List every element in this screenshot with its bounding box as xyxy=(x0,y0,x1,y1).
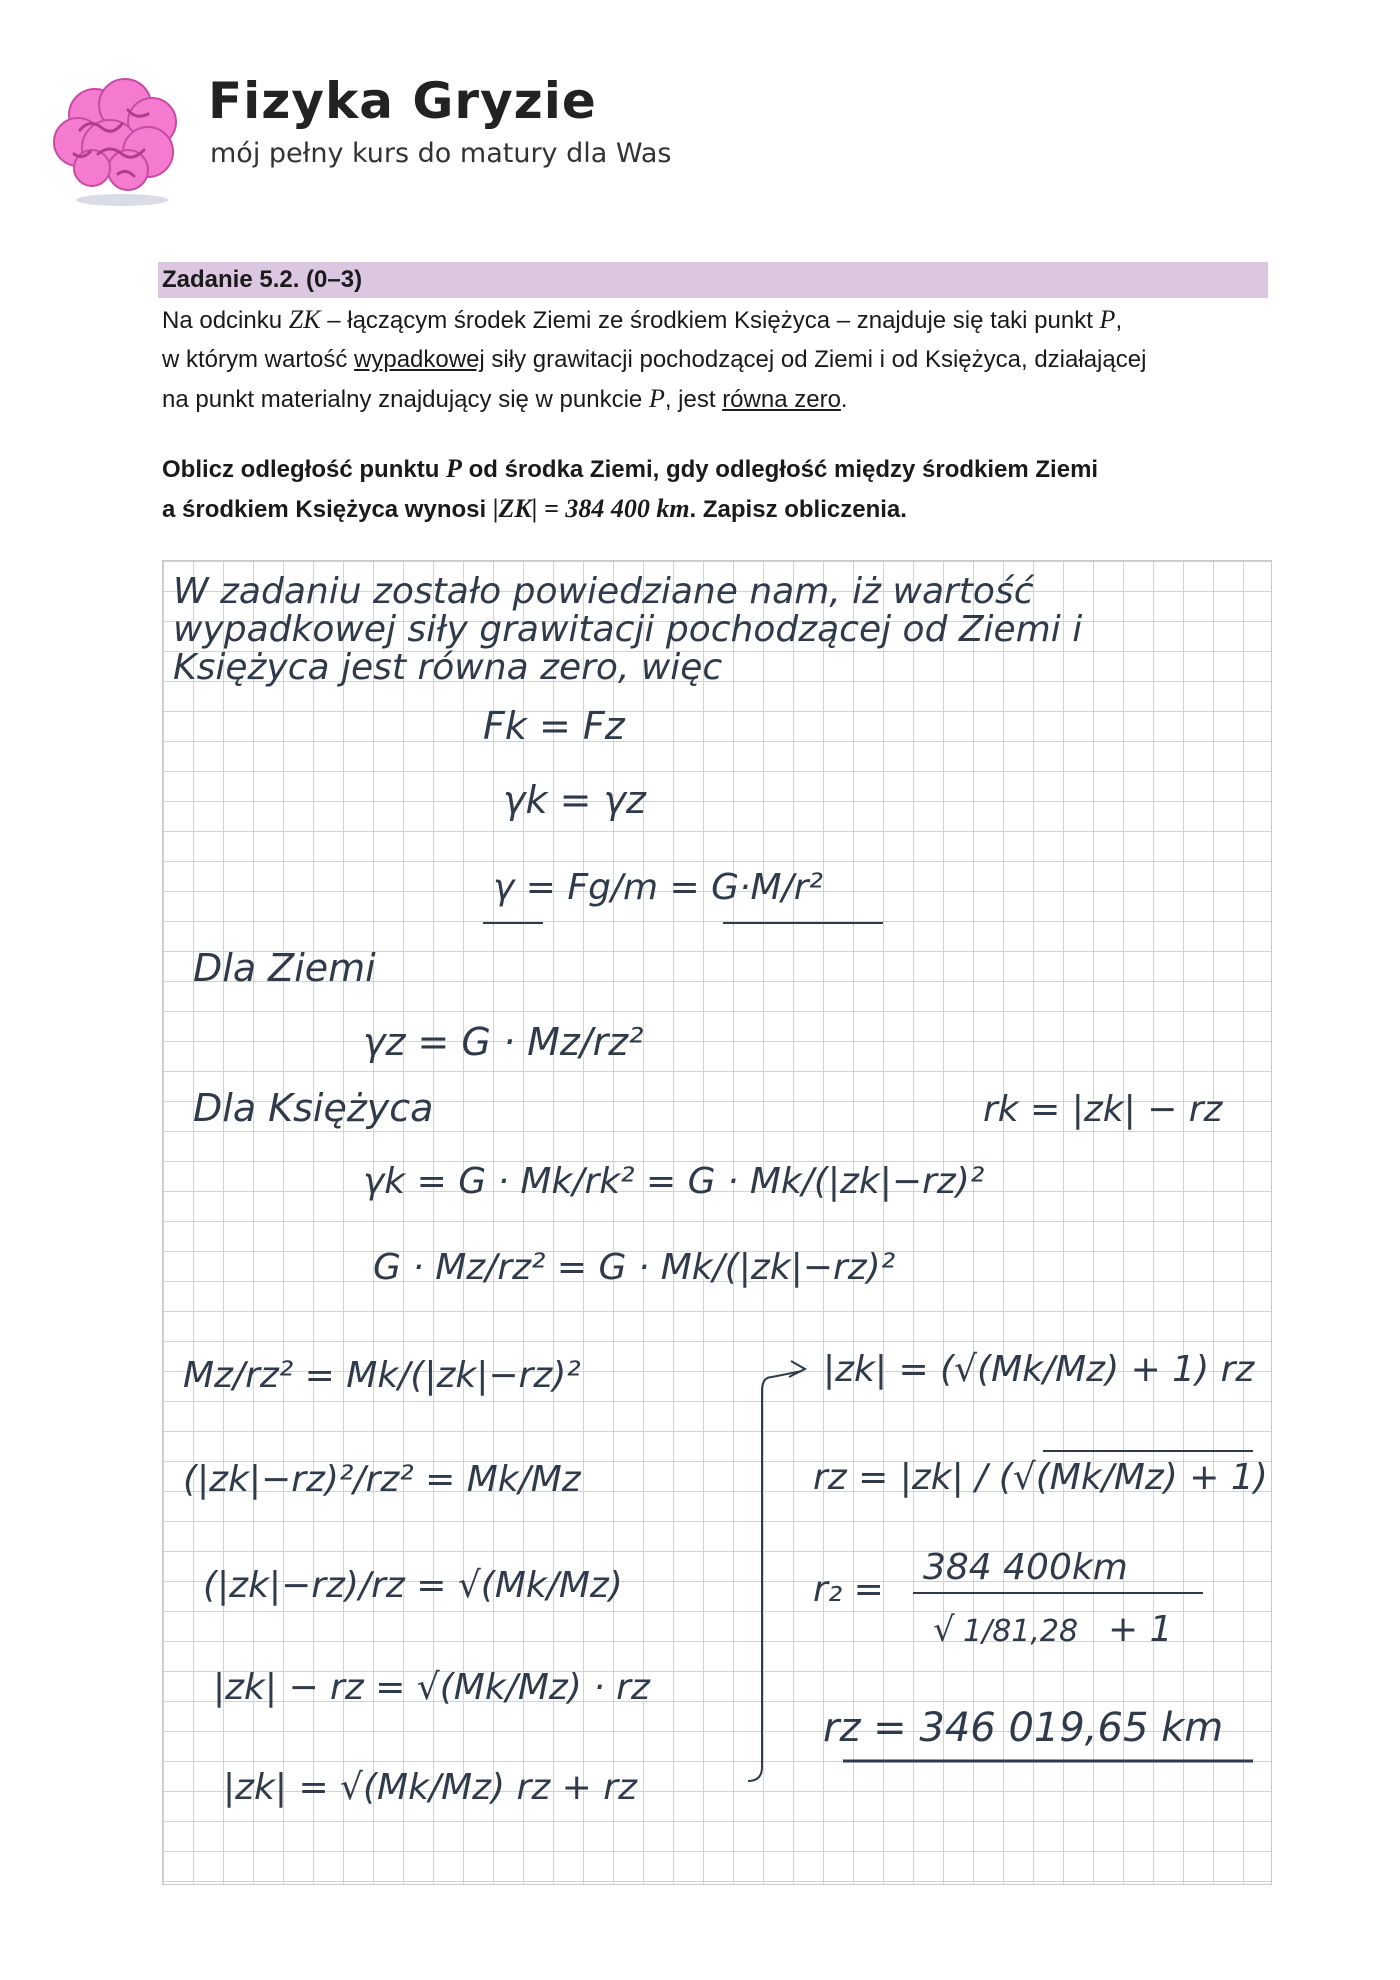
step-8-fraction: 1/81,28 xyxy=(963,1614,1079,1649)
intro-line-1: W zadaniu zostało powiedziane nam, iż wartość xyxy=(173,571,1034,612)
step-8-sqrt-sign: √ xyxy=(933,1610,955,1650)
handwritten-solution xyxy=(163,561,1273,1886)
step-6: |zk| = (√(Mk/Mz) + 1) rz xyxy=(823,1349,1255,1390)
solution-grid-sheet xyxy=(162,560,1272,1885)
eq-gamma: γ = Fg/m = G·M/r² xyxy=(493,867,823,908)
step-8-lhs: r₂ = xyxy=(813,1569,884,1610)
task-line-2: w którym wartość wypadkowej siły grawitacji pochodzącej od Ziemi i od Księżyca, działającej xyxy=(162,346,1147,373)
step-3: (|zk|−rz)/rz = √(Mk/Mz) xyxy=(203,1565,623,1606)
moon-label: Dla Księżyca xyxy=(193,1086,434,1130)
step-7: rz = |zk| / (√(Mk/Mz) + 1) xyxy=(813,1457,1268,1498)
step-8-numerator: 384 400km xyxy=(923,1547,1128,1588)
brand-subtitle: mój pełny kurs do matury dla Was xyxy=(210,138,672,169)
earth-label: Dla Ziemi xyxy=(193,946,376,990)
eq-forces: Fk = Fz xyxy=(483,704,625,748)
step-5: |zk| = √(Mk/Mz) rz + rz xyxy=(223,1767,637,1808)
command-line-1: Oblicz odległość punktu P od środka Ziemi, gdy odległość między środkiem Ziemi xyxy=(162,454,1099,483)
eq-moon: γk = G · Mk/rk² = G · Mk/(|zk|−rz)² xyxy=(363,1161,985,1202)
task-statement xyxy=(162,300,1272,419)
rk-definition: rk = |zk| − rz xyxy=(983,1089,1223,1130)
task-line-1: Na odcinku ZK – łączącym środek Ziemi ze środkiem Księżyca – znajduje się taki punkt P, xyxy=(162,305,1123,334)
step-2: (|zk|−rz)²/rz² = Mk/Mz xyxy=(183,1459,581,1500)
intro-line-2: wypadkowej siły grawitacji pochodzącej od Ziemi i xyxy=(173,609,1083,650)
final-result: rz = 346 019,65 km xyxy=(823,1705,1224,1751)
brain-logo-icon xyxy=(40,70,190,220)
task-line-3: na punkt materialny znajdujący się w punkcie P, jest równa zero. xyxy=(162,384,848,413)
eq-equal: G · Mz/rz² = G · Mk/(|zk|−rz)² xyxy=(373,1247,896,1288)
intro-line-3: Księżyca jest równa zero, więc xyxy=(173,647,723,688)
eq-earth: γz = G · Mz/rz² xyxy=(363,1020,644,1064)
brand-title: Fizyka Gryzie xyxy=(208,72,597,130)
brand-header xyxy=(40,70,840,220)
step-4: |zk| − rz = √(Mk/Mz) · rz xyxy=(213,1667,650,1708)
task-command xyxy=(162,449,1272,529)
task-heading: Zadanie 5.2. (0–3) xyxy=(158,262,1268,298)
command-line-2: a środkiem Księżyca wynosi |ZK| = 384 400 km. Zapisz obliczenia. xyxy=(162,494,907,523)
step-1: Mz/rz² = Mk/(|zk|−rz)² xyxy=(183,1355,581,1396)
eq-field: γk = γz xyxy=(503,778,646,822)
step-8-plus-one: + 1 xyxy=(1108,1609,1173,1650)
